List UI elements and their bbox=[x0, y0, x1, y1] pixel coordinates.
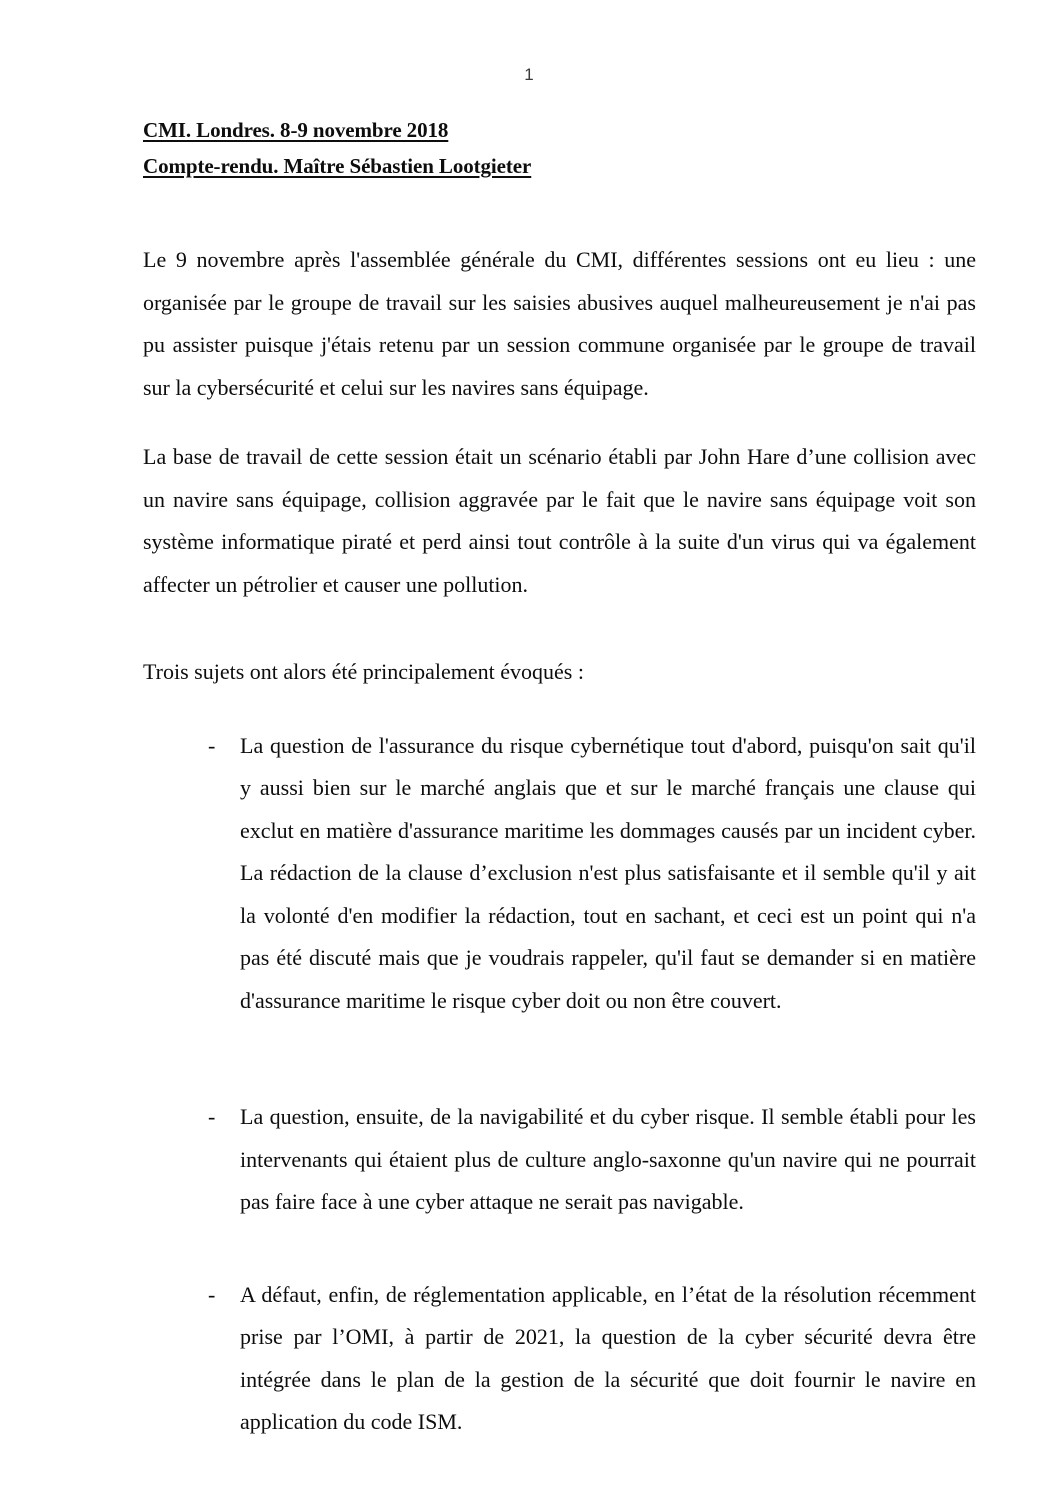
list-item-text: La question, ensuite, de la navigabilité et du cyber risque. Il semble établi pour les intervenants qui étaient plus de culture anglo-saxonne qu'un navire qui ne pourrait pas faire face à une cyber attaque ne serait pas navigable. bbox=[240, 1104, 976, 1214]
page-number: 1 bbox=[524, 65, 534, 84]
list-item-text: La question de l'assurance du risque cybernétique tout d'abord, puisqu'on sait qu'il y aussi bien sur le marché anglais que et sur le marché français une clause qui exclut en matière d'assurance maritime les dommages causés par un incident cyber. La rédaction de la clause d’exclusion n'est plus satisfaisante et il semble qu'il y ait la volonté d'en modifier la rédaction, tout en sachant, et ceci est un point qui n'a pas été discuté mais que je voudrais rappeler, qu'il faut se demander si en matière d'assurance maritime le risque cyber doit ou non être couvert. bbox=[240, 732, 976, 1013]
paragraph-scenario: La base de travail de cette session était un scénario établi par John Hare d’une collision avec un navire sans équipage, collision aggravée par le fait que le navire sans équipage voit son système informatique piraté et perd ainsi tout contrôle à la suite d'un virus qui va également affecter un pétrolier et causer une pollution. bbox=[143, 444, 976, 597]
list-item bbox=[208, 725, 976, 1023]
paragraph-list-lead-in: Trois sujets ont alors été principalement évoqués : bbox=[143, 659, 584, 684]
list-item-text: A défaut, enfin, de réglementation applicable, en l’état de la résolution récemment prise par l’OMI, à partir de 2021, la question de la cyber sécurité devra être intégrée dans le plan de la gestion de la sécurité que doit fournir le navire en application du code ISM. bbox=[240, 1281, 976, 1434]
list-item-dash-marker: - bbox=[208, 1281, 216, 1307]
document-title-line-2-text: Compte-rendu. Maître Sébastien Lootgieter bbox=[143, 154, 532, 178]
title-block bbox=[143, 112, 976, 184]
document-title-line-2 bbox=[143, 148, 976, 184]
list-item-dash-marker: - bbox=[208, 1104, 216, 1129]
document-title-line-1-text: CMI. Londres. 8-9 novembre 2018 bbox=[143, 118, 449, 142]
list-item bbox=[208, 1096, 976, 1224]
paragraph-intro: Le 9 novembre après l'assemblée générale du CMI, différentes sessions ont eu lieu : une organisée par le groupe de travail sur les saisies abusives auquel malheureusement je n'ai pas pu assister puisque j'étais retenu par un session commune organisée par le groupe de travail sur la cybersécurité et celui sur les navires sans équipage. bbox=[143, 247, 976, 400]
topics-list bbox=[143, 725, 976, 1444]
document-title-line-1 bbox=[143, 112, 976, 148]
document-content bbox=[143, 112, 976, 1444]
list-item bbox=[208, 1274, 976, 1444]
list-item-dash-marker: - bbox=[208, 732, 216, 758]
